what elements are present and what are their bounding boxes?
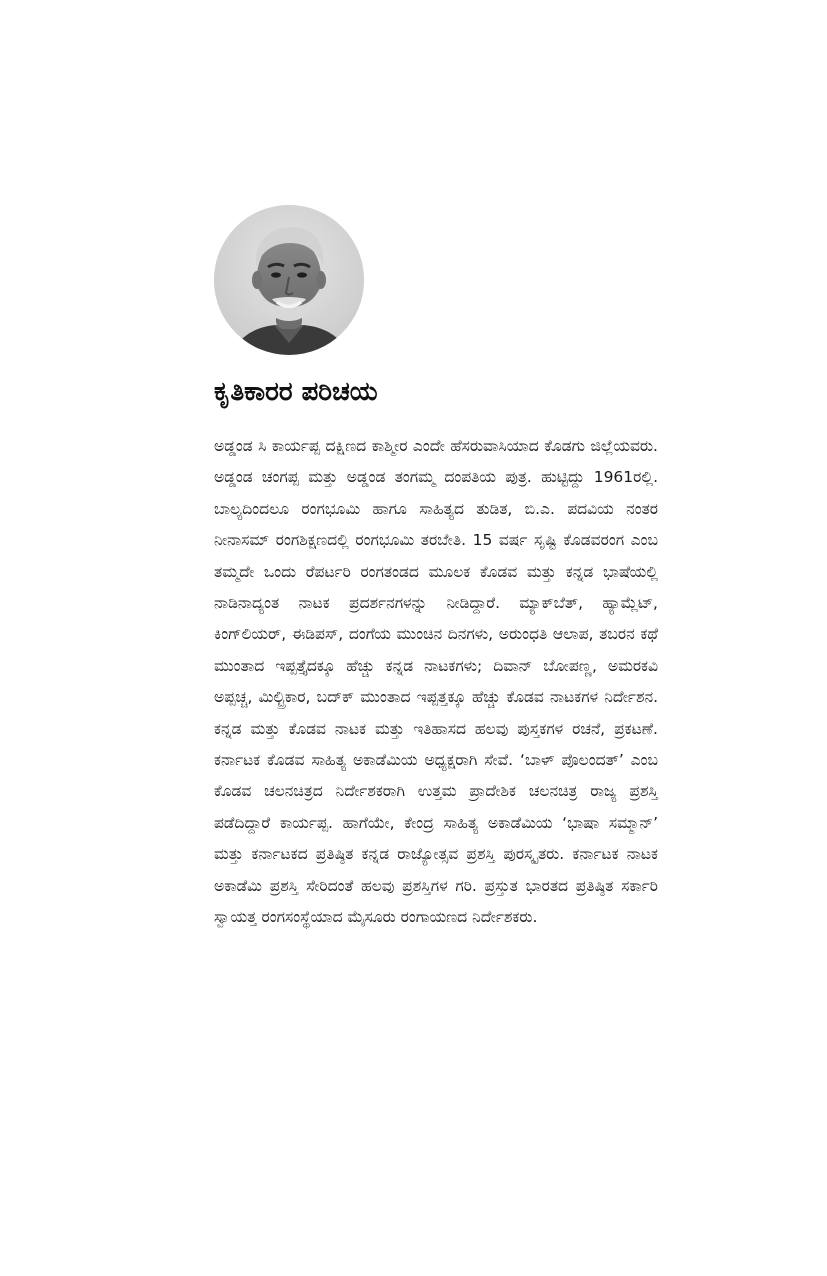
section-heading: ಕೃತಿಕಾರರ ಪರಿಚಯ [214,377,378,407]
author-bio-paragraph: ಅಡ್ಡಂಡ ಸಿ ಕಾರ್ಯಪ್ಪ ದಕ್ಷಿಣದ ಕಾಶ್ಮೀರ ಎಂದೇ ಹೆಸರುವಾಸಿಯಾದ ಕೊಡಗು ಜಿಲ್ಲೆಯವರು. ಅಡ್ಡಂಡ ಚಂಗಪ್ಪ ಮತ್ತು ಅಡ್ಡಂಡ ತಂಗಮ್ಮ ದಂಪತಿಯ ಪುತ್ರ. ಹುಟ್ಟಿದ್ದು 1961ರಲ್ಲಿ. ಬಾಲ್ಯದಿಂದಲೂ ರಂಗಭೂಮಿ ಹಾಗೂ ಸಾಹಿತ್ಯದ ತುಡಿತ, ಬಿ.ಎ. ಪದವಿಯ ನಂತರ ನೀನಾಸಮ್ ರಂಗಶಿಕ್ಷಣದಲ್ಲಿ ರಂಗಭೂಮಿ ತರಬೇತಿ. 15 ವರ್ಷ ಸೃಷ್ಟಿ ಕೊಡವರಂಗ ಎಂಬ ತಮ್ಮದೇ ಒಂದು ರೆಪರ್ಟರಿ ರಂಗತಂಡದ ಮೂಲಕ ಕೊಡವ ಮತ್ತು ಕನ್ನಡ ಭಾಷೆಯಲ್ಲಿ ನಾಡಿನಾದ್ಯಂತ ನಾಟಕ ಪ್ರದರ್ಶನಗಳನ್ನು ನೀಡಿದ್ದಾರೆ. ಮ್ಯಾಕ್‌ಬೆತ್, ಹ್ಯಾಮ್ಲೆಟ್, ಕಿಂಗ್‌ಲಿಯರ್, ಈಡಿಪಸ್, ದಂಗೆಯ ಮುಂಚಿನ ದಿನಗಳು, ಅರುಂಧತಿ ಆಲಾಪ, ತಬರನ ಕಥೆ ಮುಂತಾದ ಇಪ್ಪತ್ತೈದಕ್ಕೂ ಹೆಚ್ಚು ಕನ್ನಡ ನಾಟಕಗಳು; ದಿವಾನ್ ಬೋಪಣ್ಣ, ಅಮರಕವಿ ಅಪ್ಪಚ್ಚ, ಮಿಲ್ಟ್ರಿಕಾರ, ಬದ್‌ಕ್ ಮುಂತಾದ ಇಪ್ಪತ್ತಕ್ಕೂ ಹೆಚ್ಚು ಕೊಡವ ನಾಟಕಗಳ ನಿರ್ದೇಶನ. ಕನ್ನಡ ಮತ್ತು ಕೊಡವ ನಾಟಕ ಮತ್ತು ಇತಿಹಾಸದ ಹಲವು ಪುಸ್ತಕಗಳ ರಚನೆ, ಪ್ರಕಟಣೆ. ಕರ್ನಾಟಕ ಕೊಡವ ಸಾಹಿತ್ಯ ಅಕಾಡೆಮಿಯ ಅಧ್ಯಕ್ಷರಾಗಿ ಸೇವೆ. ‘ಬಾಳ್ ಪೊಲಂದತ್’ ಎಂಬ ಕೊಡವ ಚಲನಚಿತ್ರದ ನಿರ್ದೇಶಕರಾಗಿ ಉತ್ತಮ ಪ್ರಾದೇಶಿಕ ಚಲನಚಿತ್ರ ರಾಜ್ಯ ಪ್ರಶಸ್ತಿ ಪಡೆದಿದ್ದಾರೆ ಕಾರ್ಯಪ್ಪ. ಹಾಗೆಯೇ, ಕೇಂದ್ರ ಸಾಹಿತ್ಯ ಅಕಾಡೆಮಿಯ ‘ಭಾಷಾ ಸಮ್ಮಾನ್’ ಮತ್ತು ಕರ್ನಾಟಕದ ಪ್ರತಿಷ್ಠಿತ ಕನ್ನಡ ರಾಜ್ಯೋತ್ಸವ ಪ್ರಶಸ್ತಿ ಪುರಸ್ಕೃತರು. ಕರ್ನಾಟಕ ನಾಟಕ ಅಕಾಡೆಮಿ ಪ್ರಶಸ್ತಿ ಸೇರಿದಂತೆ ಹಲವು ಪ್ರಶಸ್ತಿಗಳ ಗರಿ. ಪ್ರಸ್ತುತ ಭಾರತದ ಪ್ರತಿಷ್ಠಿತ ಸರ್ಕಾರಿ ಸ್ವಾಯತ್ತ ರಂಗಸಂಸ್ಥೆಯಾದ ಮೈಸೂರು ರಂಗಾಯಣದ ನಿರ್ದೇಶಕರು. [214,437,658,927]
portrait-icon [214,205,364,355]
author-portrait-photo [214,205,364,355]
